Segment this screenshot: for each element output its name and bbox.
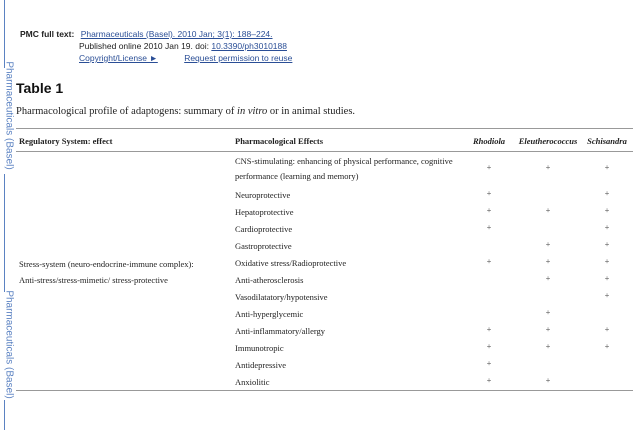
- table-caption: [16, 106, 355, 117]
- rhodiola-cell: +: [486, 324, 492, 334]
- table-row: [16, 354, 633, 371]
- caption-text-end: or in animal studies.: [267, 106, 356, 117]
- eleutherococcus-cell: +: [545, 307, 551, 317]
- schisandra-cell: +: [604, 222, 610, 232]
- caption-text: Pharmacological profile of adaptogens: summary of: [16, 106, 238, 117]
- system-line: Anti-stress/stress-mimetic/ stress-protective: [19, 275, 168, 285]
- effect-cell: Vasodilatatory/hypotensive: [235, 292, 328, 302]
- published-text: Published online 2010 Jan 19. doi:: [79, 41, 209, 51]
- effect-cell: Anti-hyperglycemic: [235, 309, 304, 319]
- eleutherococcus-cell: +: [545, 324, 551, 334]
- journal-sidebar: [0, 0, 15, 430]
- effect-rows: [16, 152, 633, 388]
- table-row: [16, 286, 633, 303]
- eleutherococcus-cell: +: [545, 239, 551, 249]
- eleutherococcus-cell: +: [545, 341, 551, 351]
- eleutherococcus-cell: +: [545, 273, 551, 283]
- sidebar-journal-label[interactable]: Pharmaceuticals (Basel): [3, 290, 15, 399]
- schisandra-cell: +: [604, 324, 610, 334]
- effect-cell: Gastroprotective: [235, 241, 292, 251]
- citation-block: [20, 28, 316, 64]
- effect-cell: Antidepressive: [235, 360, 286, 370]
- effect-cell: Anxiolitic: [235, 377, 270, 387]
- system-line: Stress-system (neuro-endocrine-immune complex):: [19, 259, 194, 269]
- schisandra-cell: +: [604, 290, 610, 300]
- eleutherococcus-cell: +: [545, 162, 551, 172]
- table-row: [16, 320, 633, 337]
- eleutherococcus-cell: +: [545, 256, 551, 266]
- schisandra-cell: +: [604, 188, 610, 198]
- rhodiola-cell: +: [486, 222, 492, 232]
- effect-cell: Cardioprotective: [235, 224, 293, 234]
- effect-cell: CNS-stimulating: enhancing of physical performance, cognitive performance (learning and memory): [235, 156, 453, 181]
- rhodiola-cell: +: [486, 205, 492, 215]
- doi-link[interactable]: 10.3390/ph3010188: [211, 41, 287, 51]
- effect-cell: Anti-inflammatory/allergy: [235, 326, 326, 336]
- schisandra-cell: +: [604, 341, 610, 351]
- effect-cell: Neuroprotective: [235, 190, 291, 200]
- eleutherococcus-cell: +: [545, 205, 551, 215]
- rhodiola-cell: +: [486, 341, 492, 351]
- header-rhodiola: Rhodiola: [472, 136, 506, 146]
- table-title: Table 1: [16, 80, 64, 96]
- rhodiola-cell: +: [486, 256, 492, 266]
- caption-italic: in vitro: [237, 106, 268, 117]
- effect-cell: Oxidative stress/Radioprotective: [235, 258, 347, 268]
- rhodiola-cell: +: [486, 188, 492, 198]
- sidebar-divider: [4, 400, 5, 430]
- schisandra-cell: +: [604, 239, 610, 249]
- header-system: Regulatory System: effect: [19, 136, 113, 146]
- table-row: [16, 218, 633, 235]
- table-row: [16, 337, 633, 354]
- copyright-link[interactable]: Copyright/License ►: [79, 53, 158, 63]
- effect-cell: Immunotropic: [235, 343, 284, 353]
- schisandra-cell: +: [604, 273, 610, 283]
- header-schisandra: Schisandra: [587, 136, 627, 146]
- sidebar-journal-label[interactable]: Pharmaceuticals (Basel): [3, 61, 15, 170]
- effect-cell: Hepatoprotective: [235, 207, 294, 217]
- effect-cell: Anti-atherosclerosis: [235, 275, 304, 285]
- header-eleutherococcus: Eleutherococcus: [518, 136, 578, 146]
- table-row: [16, 201, 633, 218]
- citation-label: PMC full text:: [20, 29, 75, 39]
- schisandra-cell: +: [604, 162, 610, 172]
- table-row: [16, 303, 633, 320]
- schisandra-cell: +: [604, 256, 610, 266]
- table-row: [16, 371, 633, 388]
- table-body: [16, 152, 633, 390]
- permission-link[interactable]: Request permission to reuse: [184, 53, 293, 63]
- table-row: [16, 152, 633, 184]
- rhodiola-cell: +: [486, 162, 492, 172]
- pharmacology-table: [16, 128, 633, 391]
- journal-link[interactable]: Pharmaceuticals (Basel). 2010 Jan; 3(1): 188–224.: [80, 29, 273, 39]
- table-row: [16, 184, 633, 201]
- header-effects: Pharmacological Effects: [235, 136, 324, 146]
- table-row: [16, 269, 633, 286]
- table-row: [16, 235, 633, 252]
- table-row: [16, 252, 633, 269]
- eleutherococcus-cell: +: [545, 375, 551, 385]
- rhodiola-cell: +: [486, 375, 492, 385]
- schisandra-cell: +: [604, 205, 610, 215]
- table-header: [16, 129, 633, 152]
- rhodiola-cell: +: [486, 358, 492, 368]
